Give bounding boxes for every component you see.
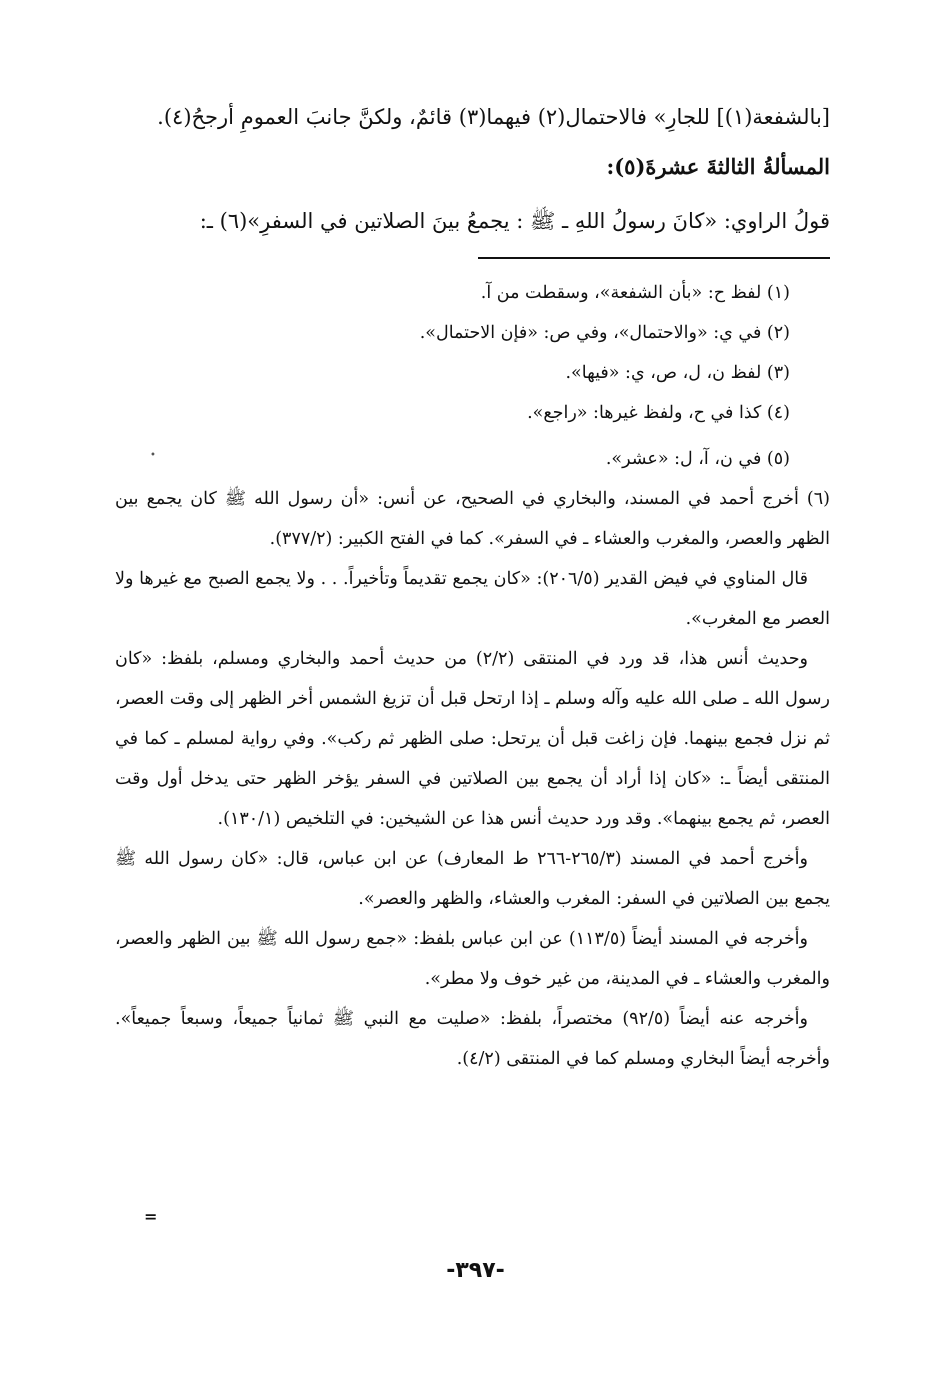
main-paragraph-2: قولُ الراوي: «كانَ رسولُ اللهِ ـ ﷺ : يجمعُ بينَ الصلاتين في السفرِ»(٦) ـ: — [199, 209, 830, 233]
continuation-mark: = — [144, 1207, 158, 1226]
footnote-5: (٥) في ن، آ، ل: «عشر». — [605, 449, 790, 469]
main-text — [115, 95, 830, 243]
page-number: -٣٩٧- — [446, 1258, 505, 1283]
footnote-3: (٣) لفظ ن، ل، ص، ي: «فيها». — [565, 363, 790, 383]
footnote-munawi-paragraph: قال المناوي في فيض القدير (٢٠٦/٥): «كان يجمع تقديماً وتأخيراً. . . ولا يجمع الصبح مع غيرها ولا العصر مع المغرب». — [115, 569, 830, 629]
footnote-2: (٢) في ي: «والاحتمال»، وفي ص: «فإن الاحتمال». — [419, 323, 790, 343]
margin-dot: • — [150, 450, 156, 461]
footnote-4: (٤) كذا في ح، ولفظ غيرها: «راجع». — [527, 403, 790, 423]
main-paragraph-1: [بالشفعة(١)] للجارِ» فالاحتمال(٢) فيهما(٣) قائمٌ، ولكنَّ جانبَ العمومِ أرجحُ(٤). — [157, 105, 830, 129]
footnote-ahmad-paragraph-2: وأخرجه في المسند أيضاً (١١٣/٥) عن ابن عباس بلفظ: «جمع رسول الله ﷺ بين الظهر والعصر، والمغرب والعشاء ـ في المدينة، من غير خوف ولا مطر». — [115, 929, 830, 989]
footnotes — [115, 273, 830, 1079]
footnote-anas-paragraph: وحديث أنس هذا، قد ورد في المنتقى (٢/٢) من حديث أحمد والبخاري ومسلم، بلفظ: «كان رسول الله ـ صلى الله عليه وآله وسلم ـ إذا ارتحل قبل أن تزيغ الشمس أخر الظهر إلى وقت العصر، ثم نزل فجمع بينهما. فإن زاغت قبل أن يرتحل: صلى الظهر ثم ركب». وفي رواية لمسلم ـ كما في المنتقى أيضاً ـ: «كان إذا أراد أن يجمع بين الصلاتين في السفر يؤخر الظهر حتى يدخل أول وقت العصر، ثم يجمع بينهما». وقد ورد حديث أنس هذا عن الشيخين: في التلخيص (١٣٠/١). — [115, 649, 830, 829]
section-heading: المسألةُ الثالثةَ عشرةَ(٥): — [606, 154, 830, 179]
footnote-6: (٦) أخرج أحمد في المسند، والبخاري في الصحيح، عن أنس: «أن رسول الله ﷺ كان يجمع بين الظهر والعصر، والمغرب والعشاء ـ في السفر». كما في الفتح الكبير: (٣٧٧/٢). — [115, 489, 830, 549]
footnote-ahmad-paragraph: وأخرج أحمد في المسند (٢٦٥/٣-٢٦٦ ط المعارف) عن ابن عباس، قال: «كان رسول الله ﷺ يجمع بين الصلاتين في السفر: المغرب والعشاء، والظهر والعصر». — [115, 849, 830, 909]
footnote-separator — [478, 257, 830, 259]
footnote-1: (١) لفظ ح: «بأن الشفعة»، وسقطت من آ. — [480, 283, 790, 303]
footnote-ahmad-paragraph-3: وأخرجه عنه أيضاً (٩٢/٥) مختصراً، بلفظ: «صليت مع النبي ﷺ ثمانياً جميعاً، وسبعاً جميعاً». وأخرجه أيضاً البخاري ومسلم كما في المنتقى (٤/٢). — [115, 1009, 830, 1069]
page-body — [115, 95, 830, 1079]
